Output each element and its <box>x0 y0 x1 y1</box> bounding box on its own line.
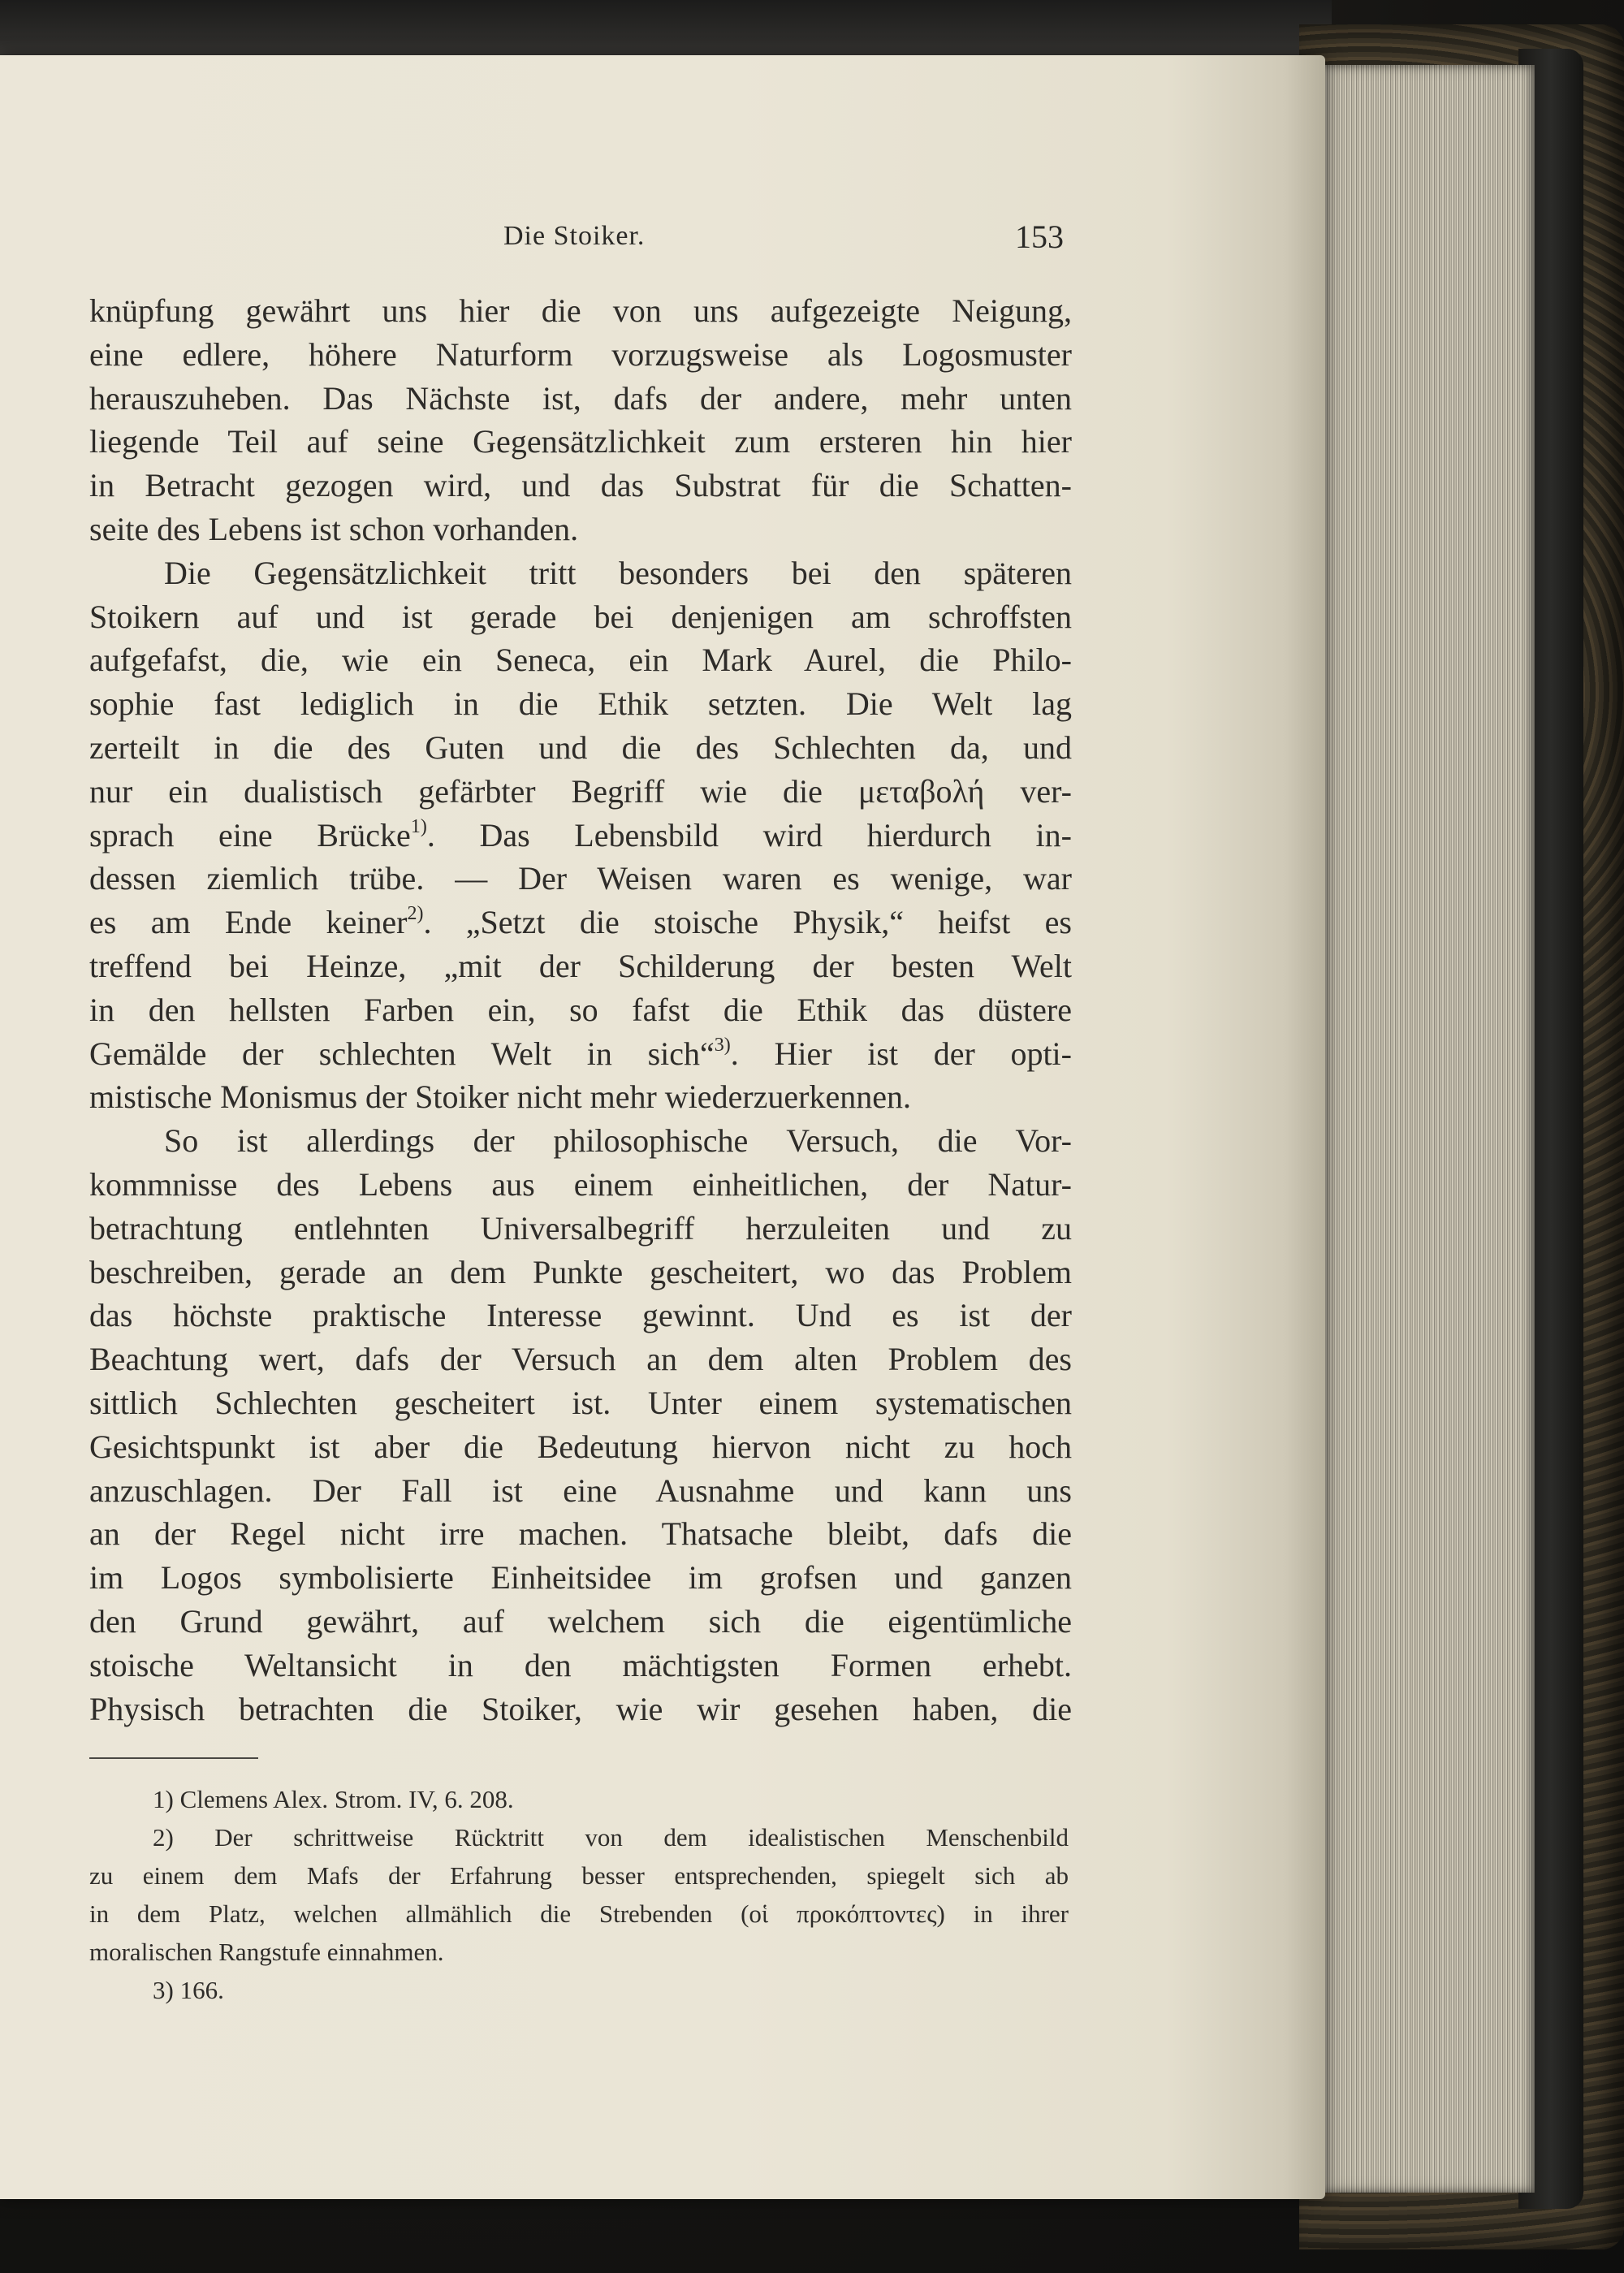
page-number: 153 <box>1015 218 1064 255</box>
top-shadow-strip <box>0 0 1332 57</box>
text-line: an der Regel nicht irre machen. Thatsache bleibt, dafs die <box>89 1515 1072 1553</box>
footnote-2-line: 2) Der schrittweise Rücktritt von dem idealistischen Menschenbild <box>153 1823 1069 1852</box>
text-line: in den hellsten Farben ein, so fafst die Ethik das düstere <box>89 991 1072 1028</box>
text-segment: es am Ende keiner <box>89 904 408 941</box>
footnote-ref: 3) <box>714 1034 731 1056</box>
footnote-ref: 2) <box>407 903 424 925</box>
text-line: beschreiben, gerade an dem Punkte gescheitert, wo das Problem <box>89 1253 1072 1290</box>
text-line: Stoikern auf und ist gerade bei denjenigen am schroffsten <box>89 598 1072 635</box>
footnote-2-line: in dem Platz, welchen allmählich die Strebenden (οἱ προκόπτοντες) in ihrer <box>89 1899 1069 1928</box>
text-line: Gesichtspunkt ist aber die Bedeutung hiervon nicht zu hoch <box>89 1428 1072 1465</box>
page-header <box>0 218 1325 266</box>
text-line-with-footnote <box>89 814 1072 858</box>
text-line: in Betracht gezogen wird, und das Substrat für die Schatten- <box>89 467 1072 504</box>
text-line: nur ein dualistisch gefärbter Begriff wie die μεταβολή ver- <box>89 772 1072 810</box>
footnote-3: 3) 166. <box>153 1976 224 2004</box>
text-line: eine edlere, höhere Naturform vorzugsweise als Logosmuster <box>89 335 1072 373</box>
page-edges <box>1315 65 1535 2193</box>
text-line: stoische Weltansicht in den mächtigsten Formen erhebt. <box>89 1646 1072 1683</box>
text-line: Beachtung wert, dafs der Versuch an dem alten Problem des <box>89 1341 1072 1378</box>
text-line: Die Gegensätzlichkeit tritt besonders bei den späteren <box>164 554 1072 591</box>
text-line: betrachtung entlehnten Universalbegriff herzuleiten und zu <box>89 1209 1072 1247</box>
text-line-with-footnote <box>89 1032 1072 1076</box>
text-line: anzuschlagen. Der Fall ist eine Ausnahme und kann uns <box>89 1471 1072 1509</box>
text-line: Physisch betrachten die Stoiker, wie wir gesehen haben, die <box>89 1690 1072 1727</box>
text-line: sittlich Schlechten gescheitert ist. Unter einem systematischen <box>89 1384 1072 1421</box>
text-line: liegende Teil auf seine Gegensätzlichkeit zum ersteren hin hier <box>89 423 1072 460</box>
footnote-2-line: zu einem dem Mafs der Erfahrung besser entsprechenden, spiegelt sich ab <box>89 1861 1069 1890</box>
text-line: im Logos symbolisierte Einheitsidee im grofsen und ganzen <box>89 1559 1072 1597</box>
footnote-ref: 1) <box>410 815 427 837</box>
text-segment: Gemälde der schlechten Welt in sich“ <box>89 1035 715 1072</box>
text-line: dessen ziemlich trübe. — Der Weisen waren es wenige, war <box>89 860 1072 897</box>
text-line: knüpfung gewährt uns hier die von uns aufgezeigte Neigung, <box>89 292 1072 329</box>
body-text <box>89 289 1072 1731</box>
text-segment: . Hier ist der opti- <box>730 1035 1072 1072</box>
text-line-with-footnote <box>89 901 1072 944</box>
text-line: treffend bei Heinze, „mit der Schilderung der besten Welt <box>89 947 1072 984</box>
text-segment: . Das Lebensbild wird hierdurch in- <box>426 816 1072 853</box>
text-line: mistische Monismus der Stoiker nicht mehr wiederzuerkennen. <box>89 1078 911 1116</box>
running-head: Die Stoiker. <box>503 221 646 251</box>
text-line: zerteilt in die des Guten und die des Schlechten da, und <box>89 728 1072 766</box>
text-line: So ist allerdings der philosophische Versuch, die Vor- <box>164 1122 1072 1160</box>
text-line: seite des Lebens ist schon vorhanden. <box>89 510 579 547</box>
text-segment: sprach eine Brücke <box>89 816 411 853</box>
footnote-1: 1) Clemens Alex. Strom. IV, 6. 208. <box>153 1785 514 1813</box>
text-line: kommnisse des Lebens aus einem einheitlichen, der Natur- <box>89 1165 1072 1203</box>
text-line: sophie fast lediglich in die Ethik setzten. Die Welt lag <box>89 685 1072 723</box>
text-line: das höchste praktische Interesse gewinnt. Und es ist der <box>89 1297 1072 1334</box>
text-segment: . „Setzt die stoische Physik,“ heifst es <box>423 904 1072 941</box>
text-line: den Grund gewährt, auf welchem sich die eigentümliche <box>89 1602 1072 1640</box>
text-line: aufgefafst, die, wie ein Seneca, ein Mark Aurel, die Philo- <box>89 642 1072 679</box>
footnote-2-line: moralischen Rangstufe einnahmen. <box>89 1938 444 1966</box>
footnotes <box>89 1780 1069 2009</box>
text-line: herauszuheben. Das Nächste ist, dafs der andere, mehr unten <box>89 379 1072 417</box>
footnote-separator <box>89 1757 258 1759</box>
